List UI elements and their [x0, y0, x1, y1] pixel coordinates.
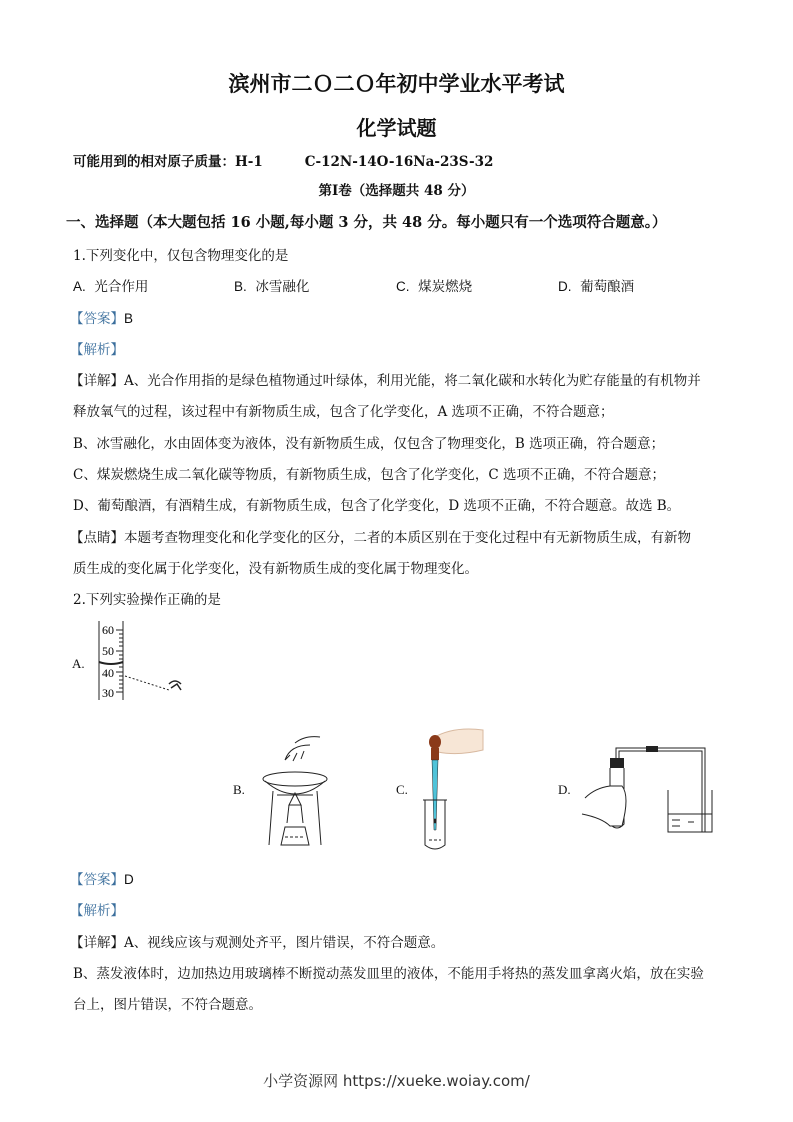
tick-40: 40: [102, 666, 114, 680]
tick-30: 30: [102, 686, 114, 700]
atomic-mass-line: [73, 150, 493, 170]
figure-a-label: A.: [72, 656, 85, 671]
dropper-figure: [415, 728, 485, 853]
q2-analysis-tag: 【解析】: [70, 903, 124, 919]
exam-title: 滨州市二Ｏ二Ｏ年初中学业水平考试: [228, 71, 565, 96]
q1-option-c: C. 煤炭燃烧: [396, 279, 473, 295]
q1-option-d: D. 葡萄酿酒: [558, 279, 635, 295]
q1-detail-line-2: 释放氧气的过程，该过程中有新物质生成，包含了化学变化，A 选项不正确，不符合题意；: [73, 404, 614, 420]
q1-option-b: B. 冰雪融化: [234, 279, 310, 295]
figure-d-label: D.: [558, 782, 571, 797]
q1-stem: 1.下列变化中，仅包含物理变化的是: [73, 248, 289, 264]
footer-watermark: 小学资源网 https://xueke.woiay.com/: [263, 1072, 530, 1090]
q1-detail-line-1: 【详解】A、光合作用指的是绿色植物通过叶绿体，利用光能，将二氧化碳和水转化为贮存能量的有机物并: [70, 373, 701, 389]
q2-detail-line-2: B、蒸发液体时，边加热边用玻璃棒不断搅动蒸发皿里的液体，不能用手将热的蒸发皿拿离火焰，放在实验: [73, 966, 704, 982]
graduated-cylinder-figure: [95, 618, 190, 703]
q1-detail-line-3: B、冰雪融化，水由固体变为液体，没有新物质生成，仅包含了物理变化，B 选项正确，符合题意；: [73, 436, 665, 452]
figure-b-label: B.: [233, 782, 245, 797]
volume-heading: 第Ⅰ卷（选择题共 48 分）: [318, 183, 475, 199]
evaporating-dish-figure: [255, 735, 335, 850]
section-heading: 一、选择题（本大题包括 16 小题,每小题 3 分，共 48 分。每小题只有一个选项符合题意。）: [66, 214, 667, 231]
q1-option-a: A. 光合作用: [73, 279, 149, 295]
figure-c-label: C.: [396, 782, 408, 797]
eye-icon: [169, 681, 181, 690]
tick-50: 50: [102, 644, 114, 658]
q2-stem: 2.下列实验操作正确的是: [73, 592, 221, 608]
q2-answer: 【答案】D: [70, 872, 134, 888]
q1-detail-line-5: D、葡萄酿酒，有酒精生成，有新物质生成，包含了化学变化，D 选项不正确，不符合题意。故选 B。: [73, 498, 681, 514]
q1-answer: 【答案】B: [70, 311, 134, 327]
airtightness-check-figure: [580, 740, 715, 835]
q2-detail-line-1: 【详解】A、视线应该与观测处齐平，图片错误，不符合题意。: [70, 935, 445, 951]
atomic-mass-values: C-12N-14O-16Na-23S-32: [304, 154, 494, 170]
q1-comment-line-2: 质生成的变化属于化学变化，没有新物质生成的变化属于物理变化。: [73, 561, 478, 577]
q1-detail-line-4: C、煤炭燃烧生成二氧化碳等物质，有新物质生成，包含了化学变化，C 选项不正确，不符合题意；: [73, 467, 665, 483]
atomic-mass-label: 可能用到的相对原子质量：H-1: [73, 154, 263, 170]
q2-detail-line-3: 台上，图片错误，不符合题意。: [73, 997, 262, 1013]
tick-60: 60: [102, 623, 114, 637]
exam-subtitle: 化学试题: [356, 116, 437, 140]
q1-analysis-tag: 【解析】: [70, 342, 124, 358]
q1-comment-line-1: 【点睛】本题考查物理变化和化学变化的区分，二者的本质区别在于变化过程中有无新物质生成，有新物: [70, 530, 691, 546]
